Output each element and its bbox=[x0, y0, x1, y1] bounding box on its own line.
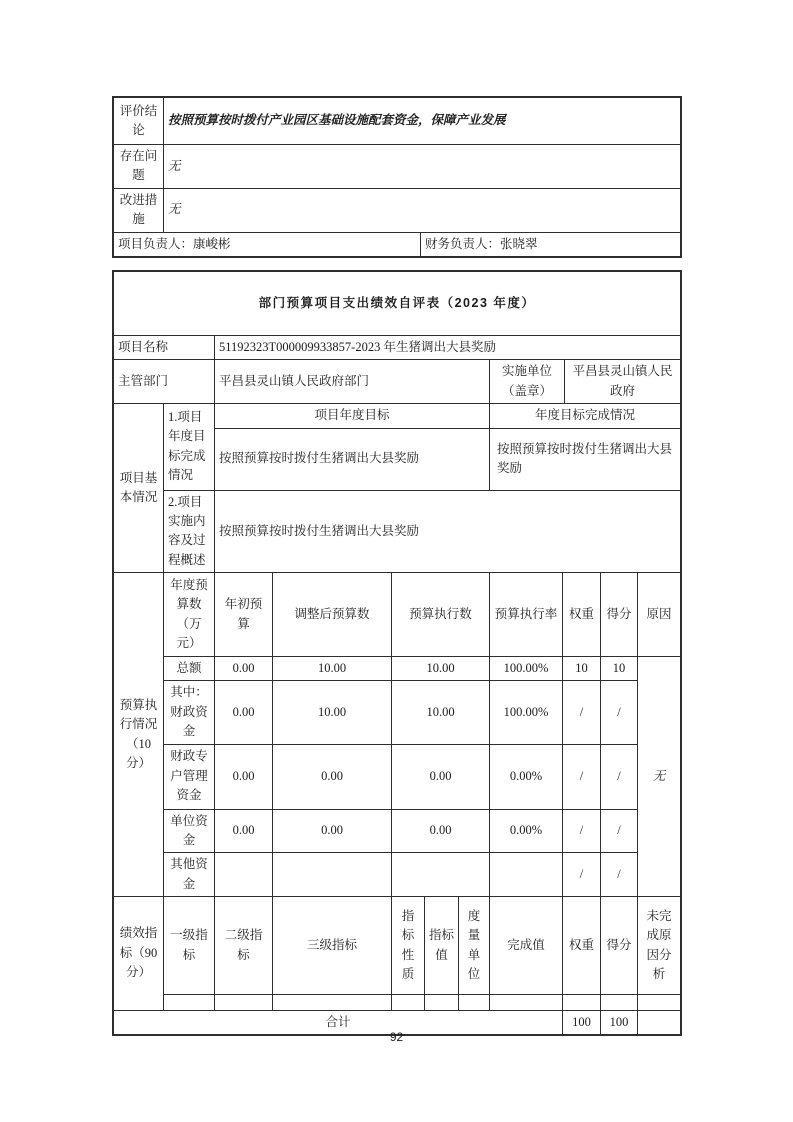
kpi-empty-cell bbox=[164, 995, 215, 1011]
budget-row-label: 总额 bbox=[164, 657, 215, 681]
table-row bbox=[114, 995, 681, 1011]
budget-cell: 0.00 bbox=[215, 744, 273, 809]
dept-value: 平昌县灵山镇人民政府部门 bbox=[215, 360, 490, 404]
kpi-header-unfinished-reason: 未完成原因分析 bbox=[638, 897, 681, 995]
kpi-empty-cell bbox=[273, 995, 392, 1011]
table-row bbox=[114, 809, 681, 853]
kpi-empty-cell bbox=[392, 995, 425, 1011]
budget-header-adjusted: 调整后预算数 bbox=[273, 573, 392, 657]
budget-cell: 10 bbox=[601, 657, 638, 681]
kpi-header-unit: 度量单位 bbox=[459, 897, 490, 995]
budget-row-label: 单位资金 bbox=[164, 809, 215, 853]
budget-cell: 0.00% bbox=[490, 744, 563, 809]
kpi-empty-cell bbox=[638, 995, 681, 1011]
budget-cell: 10.00 bbox=[392, 657, 490, 681]
kpi-section-label: 绩效指标（90分） bbox=[114, 897, 164, 1011]
problems-value: 无 bbox=[164, 145, 681, 189]
budget-cell: / bbox=[601, 853, 638, 897]
project-name-label: 项目名称 bbox=[114, 336, 215, 360]
title-section bbox=[113, 271, 681, 336]
table-row bbox=[114, 681, 681, 744]
budget-cell bbox=[392, 853, 490, 897]
budget-cell: 10 bbox=[563, 657, 601, 681]
kpi-empty-cell bbox=[601, 995, 638, 1011]
budget-cell: 0.00 bbox=[215, 657, 273, 681]
budget-row-label: 财政专户管理资金 bbox=[164, 744, 215, 809]
kpi-header-value: 指标值 bbox=[425, 897, 459, 995]
budget-cell: 0.00 bbox=[392, 809, 490, 853]
project-name-section bbox=[113, 335, 681, 360]
total-score: 100 bbox=[601, 1011, 638, 1035]
project-manager: 项目负责人：康峻彬 bbox=[114, 232, 421, 256]
kpi-header-weight: 权重 bbox=[563, 897, 601, 995]
table-row bbox=[114, 188, 681, 232]
kpi-header-nature: 指标性质 bbox=[392, 897, 425, 995]
problems-label: 存在问题 bbox=[114, 145, 164, 189]
table-row bbox=[114, 145, 681, 189]
budget-cell: 0.00 bbox=[273, 744, 392, 809]
finance-manager: 财务负责人：张晓翠 bbox=[421, 232, 681, 256]
goal-row-label: 1.项目年度目标完成情况 bbox=[164, 404, 215, 490]
table-row bbox=[114, 404, 681, 428]
table-row bbox=[114, 490, 681, 573]
page-title: 部门预算项目支出绩效自评表（2023 年度） bbox=[114, 272, 681, 336]
table-row bbox=[114, 897, 681, 995]
page-number: 92 bbox=[389, 1030, 404, 1044]
kpi-section bbox=[113, 896, 681, 1011]
table-row bbox=[114, 232, 681, 256]
table-row bbox=[114, 853, 681, 897]
basic-section-label: 项目基本情况 bbox=[114, 404, 164, 573]
kpi-empty-cell bbox=[425, 995, 459, 1011]
budget-cell: / bbox=[563, 853, 601, 897]
budget-cell: / bbox=[601, 681, 638, 744]
table-row bbox=[114, 98, 681, 145]
budget-header-weight: 权重 bbox=[563, 573, 601, 657]
budget-cell: 0.00 bbox=[215, 809, 273, 853]
budget-cell: 10.00 bbox=[273, 681, 392, 744]
department-section bbox=[113, 359, 681, 404]
goal-header: 项目年度目标 bbox=[215, 404, 490, 428]
evaluation-summary-table bbox=[112, 96, 682, 258]
eval-conclusion-label: 评价结论 bbox=[114, 98, 164, 145]
budget-cell: 0.00% bbox=[490, 809, 563, 853]
goal-done-header: 年度目标完成情况 bbox=[490, 404, 681, 428]
improvements-value: 无 bbox=[164, 188, 681, 232]
table-row bbox=[114, 657, 681, 681]
improvements-label: 改进措施 bbox=[114, 188, 164, 232]
budget-header-reason: 原因 bbox=[638, 573, 681, 657]
eval-conclusion-value: 按照预算按时拨付产业园区基础设施配套资金，保障产业发展 bbox=[164, 98, 681, 145]
budget-header-score: 得分 bbox=[601, 573, 638, 657]
budget-cell bbox=[273, 853, 392, 897]
impl-unit-label: 实施单位（盖章） bbox=[490, 360, 565, 404]
goal-done-value: 按照预算按时拨付生猪调出大县奖励 bbox=[490, 428, 681, 490]
budget-reason-value: 无 bbox=[638, 657, 681, 897]
budget-cell: 0.00 bbox=[215, 681, 273, 744]
impl-unit-value: 平昌县灵山镇人民政府 bbox=[565, 360, 681, 404]
impl-value: 按照预算按时拨付生猪调出大县奖励 bbox=[215, 490, 681, 573]
table-row bbox=[114, 360, 681, 404]
kpi-header-level3: 三级指标 bbox=[273, 897, 392, 995]
table-row bbox=[114, 744, 681, 809]
self-evaluation-table bbox=[112, 270, 682, 1036]
budget-cell: 100.00% bbox=[490, 681, 563, 744]
kpi-header-completed: 完成值 bbox=[490, 897, 563, 995]
budget-row-label: 其中：财政资金 bbox=[164, 681, 215, 744]
budget-cell bbox=[490, 853, 563, 897]
budget-cell: / bbox=[563, 681, 601, 744]
total-weight: 100 bbox=[563, 1011, 601, 1035]
budget-cell: / bbox=[601, 809, 638, 853]
goal-value: 按照预算按时拨付生猪调出大县奖励 bbox=[215, 428, 490, 490]
budget-cell: / bbox=[601, 744, 638, 809]
table-row bbox=[114, 336, 681, 360]
budget-cell: 0.00 bbox=[392, 744, 490, 809]
budget-header-annual: 年度预算数（万元） bbox=[164, 573, 215, 657]
budget-header-executed: 预算执行数 bbox=[392, 573, 490, 657]
budget-cell: 10.00 bbox=[392, 681, 490, 744]
table-row bbox=[114, 573, 681, 657]
kpi-header-score: 得分 bbox=[601, 897, 638, 995]
budget-header-rate: 预算执行率 bbox=[490, 573, 563, 657]
budget-header-initial: 年初预算 bbox=[215, 573, 273, 657]
budget-execution-section bbox=[113, 572, 681, 897]
evaluation-summary-body bbox=[113, 97, 681, 233]
kpi-empty-cell bbox=[215, 995, 273, 1011]
budget-cell: 0.00 bbox=[273, 809, 392, 853]
project-name-value: 51192323T000009933857-2023 年生猪调出大县奖励 bbox=[215, 336, 681, 360]
kpi-empty-cell bbox=[459, 995, 490, 1011]
dept-label: 主管部门 bbox=[114, 360, 215, 404]
budget-row-label: 其他资金 bbox=[164, 853, 215, 897]
budget-section-label: 预算执行情况（10分） bbox=[114, 573, 164, 897]
table-row bbox=[114, 272, 681, 336]
budget-cell: / bbox=[563, 744, 601, 809]
kpi-empty-cell bbox=[563, 995, 601, 1011]
impl-row-label: 2.项目实施内容及过程概述 bbox=[164, 490, 215, 573]
budget-cell bbox=[215, 853, 273, 897]
budget-cell: 100.00% bbox=[490, 657, 563, 681]
total-label: 合计 bbox=[114, 1011, 563, 1035]
responsible-persons-row bbox=[113, 232, 681, 257]
kpi-header-level2: 二级指标 bbox=[215, 897, 273, 995]
budget-cell: 10.00 bbox=[273, 657, 392, 681]
basic-info-section bbox=[113, 403, 681, 573]
kpi-empty-cell bbox=[490, 995, 563, 1011]
kpi-header-level1: 一级指标 bbox=[164, 897, 215, 995]
budget-cell: / bbox=[563, 809, 601, 853]
